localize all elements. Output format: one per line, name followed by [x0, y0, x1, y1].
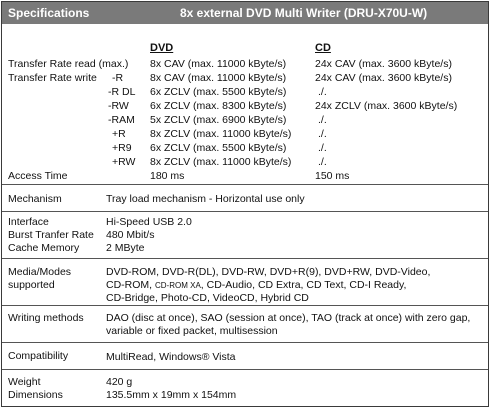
- divider: [2, 258, 488, 259]
- read-label: Transfer Rate read (max.): [8, 58, 129, 70]
- mechanism-value: Tray load mechanism - Horizontal use only: [106, 193, 305, 205]
- cd-rate-rdl: ./.: [318, 86, 327, 98]
- media-plus-r9: +R9: [112, 142, 132, 154]
- media-rdl: -R DL: [108, 86, 136, 98]
- media-r: -R: [112, 72, 124, 84]
- dvd-rate-plus-r9: 6x ZCLV (max. 5500 kByte/s): [150, 142, 287, 154]
- cd-rate-plus-r9: ./.: [318, 142, 327, 154]
- header-left: Specifications: [8, 6, 90, 20]
- interface-value: Hi-Speed USB 2.0: [106, 216, 192, 228]
- cd-rate-ram: ./.: [318, 114, 327, 126]
- col-cd: CD: [315, 42, 331, 54]
- media-line-3: CD-Bridge, Photo-CD, VideoCD, Hybrid CD: [106, 292, 309, 304]
- media-label-2: supported: [8, 279, 55, 291]
- media-rw: -RW: [108, 100, 129, 112]
- cd-rate-read: 24x CAV (max. 3600 kByte/s): [315, 58, 452, 70]
- write-label: Transfer Rate write: [8, 72, 97, 84]
- dvd-rate-read: 8x CAV (max. 11000 kByte/s): [150, 58, 287, 70]
- writing-line-2: variable or fixed packet, multisession: [106, 325, 278, 337]
- header-title: 8x external DVD Multi Writer (DRU-X70U-W): [180, 6, 428, 20]
- dvd-rate-rdl: 6x ZCLV (max. 5500 kByte/s): [150, 86, 287, 98]
- weight-label: Weight: [8, 376, 41, 388]
- cd-rate-r: 24x CAV (max. 3600 kByte/s): [315, 72, 452, 84]
- spec-sheet: [1, 1, 489, 407]
- divider: [2, 369, 488, 370]
- media-line-2a: CD-ROM,: [106, 279, 155, 291]
- media-plus-rw: +RW: [112, 156, 136, 168]
- compat-label: Compatibility: [8, 350, 69, 362]
- media-ram: -RAM: [108, 114, 135, 126]
- writing-line-1: DAO (disc at once), SAO (session at once), TAO (track at once) with zero gap,: [106, 312, 471, 324]
- burst-value: 480 Mbit/s: [106, 229, 155, 241]
- cd-rate-rw: 24x ZCLV (max. 3600 kByte/s): [315, 100, 458, 112]
- media-plus-r: +R: [112, 128, 126, 140]
- dimensions-value: 135.5mm x 19mm x 154mm: [106, 389, 237, 401]
- cache-value: 2 MByte: [106, 242, 145, 254]
- media-label-1: Media/Modes: [8, 266, 72, 278]
- burst-label: Burst Tranfer Rate: [8, 229, 94, 241]
- media-line-2b: CD-ROM XA: [155, 281, 201, 290]
- cd-rate-plus-r: ./.: [318, 128, 327, 140]
- dvd-rate-ram: 5x ZCLV (max. 6900 kByte/s): [150, 114, 287, 126]
- mechanism-label: Mechanism: [8, 193, 62, 205]
- access-dvd: 180 ms: [150, 170, 185, 182]
- spec-header: [2, 2, 488, 24]
- weight-value: 420 g: [106, 376, 133, 388]
- divider: [2, 342, 488, 343]
- dvd-rate-r: 8x CAV (max. 11000 kByte/s): [150, 72, 287, 84]
- cache-label: Cache Memory: [8, 242, 80, 254]
- dvd-rate-plus-rw: 8x ZCLV (max. 11000 kByte/s): [150, 156, 292, 168]
- dvd-rate-plus-r: 8x ZCLV (max. 11000 kByte/s): [150, 128, 292, 140]
- divider: [2, 305, 488, 306]
- access-cd: 150 ms: [315, 170, 350, 182]
- writing-label: Writing methods: [8, 312, 84, 324]
- divider: [2, 184, 488, 185]
- media-line-2c: , CD-Audio, CD Extra, CD Text, CD-I Ready,: [200, 279, 407, 291]
- media-line-2: [106, 279, 406, 292]
- media-line-1: DVD-ROM, DVD-R(DL), DVD-RW, DVD+R(9), DVD+RW, DVD-Video,: [106, 266, 431, 278]
- cd-rate-plus-rw: ./.: [318, 156, 327, 168]
- access-label: Access Time: [8, 170, 68, 182]
- dimensions-label: Dimensions: [8, 389, 63, 401]
- compat-value: MultiRead, Windows® Vista: [106, 351, 236, 363]
- divider: [2, 211, 488, 212]
- interface-label: Interface: [8, 216, 49, 228]
- col-dvd: DVD: [150, 42, 174, 54]
- dvd-rate-rw: 6x ZCLV (max. 8300 kByte/s): [150, 100, 287, 112]
